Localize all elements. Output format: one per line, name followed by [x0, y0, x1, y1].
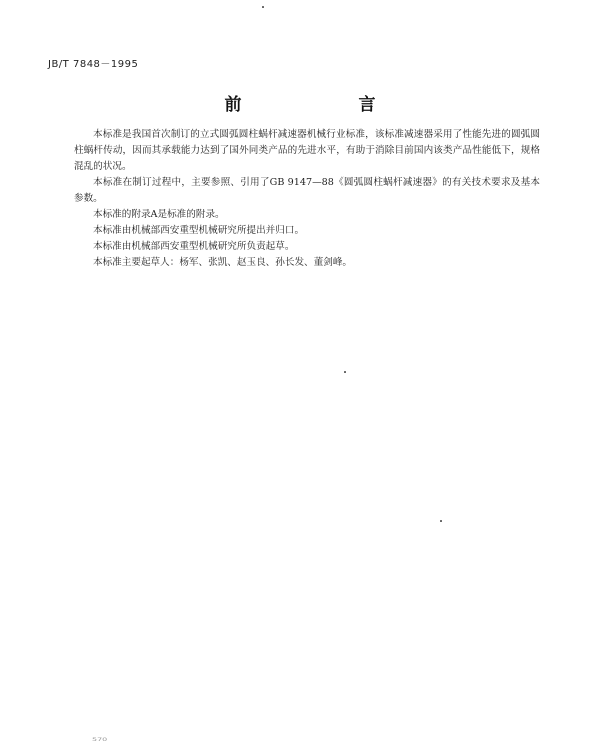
page-title: 前 言: [224, 95, 426, 115]
paragraph-appendix: 本标准的附录A是标准的附录。: [93, 209, 225, 220]
standard-code: JB/T 7848－1995: [48, 59, 139, 70]
scan-speck: [262, 6, 264, 8]
preface-body: [74, 127, 540, 271]
paragraph-references: 本标准在制订过程中，主要参照、引用了GB 9147—88《圆弧圆柱蜗杆减速器》的有关技术要求及基本参数。: [74, 177, 540, 204]
paragraph-authors: 本标准主要起草人：杨军、张凯、赵玉良、孙长发、董剑峰。: [93, 257, 353, 268]
paragraph-proposer: 本标准由机械部西安重型机械研究所提出并归口。: [93, 225, 305, 236]
page-number: 570: [92, 737, 108, 742]
scan-speck: [344, 371, 346, 373]
paragraph-scope: 本标准是我国首次制订的立式圆弧圆柱蜗杆减速器机械行业标准，该标准减速器采用了性能先进的圆弧圆柱蜗杆传动，因而其承载能力达到了国外同类产品的先进水平，有助于消除目前国内该类产品性能低下，规格混乱的状况。: [74, 129, 540, 172]
scan-speck: [440, 520, 442, 522]
paragraph-drafter: 本标准由机械部西安重型机械研究所负责起草。: [93, 241, 295, 252]
